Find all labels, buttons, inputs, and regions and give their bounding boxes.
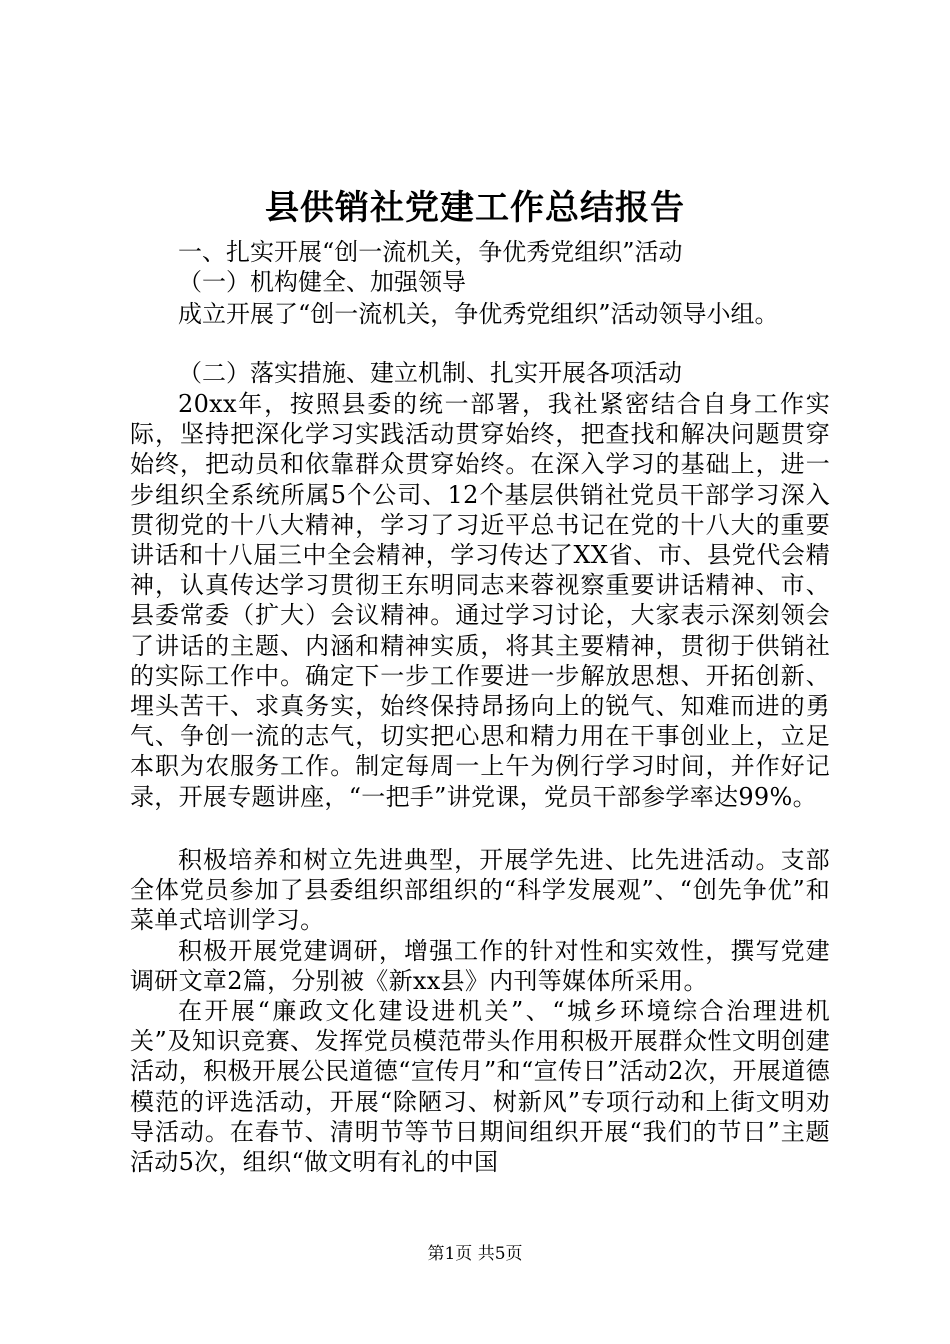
paragraph-1: 20xx年，按照县委的统一部署，我社紧密结合自身工作实际，坚持把深化学习实践活动贯穿始终，把查找和解决问题贯穿始终，把动员和依靠群众贯穿始终。在深入学习的基础上，进一步组织全系统所属5个公司、12个基层供销社党员干部学习深入贯彻党的十八大精神，学习了习近平总书记在党的十八大的重要讲话和十八届三中全会精神，学习传达了XX省、市、县党代会精神，认真传达学习贯彻王东明同志来蓉视察重要讲话精神、市、县委常委（扩大）会议精神。通过学习讨论，大家表示深刻领会了讲话的主题、内涵和精神实质，将其主要精神，贯彻于供销社的实际工作中。确定下一步工作要进一步解放思想、开拓创新、埋头苦干、求真务实，始终保持昂扬向上的锐气、知难而进的勇气、争创一流的志气，切实把心思和精力用在干事创业上，立足本职为农服务工作。制定每周一上午为例行学习时间，并作好记录，开展专题讲座，“一把手”讲党课，党员干部参学率达99%。 [130, 390, 830, 811]
section-heading-1: 一、扎实开展“创一流机关，争优秀党组织”活动 [178, 238, 683, 266]
page-number: 第1页 共5页 [427, 1244, 523, 1264]
document-title: 县供销社党建工作总结报告 [265, 188, 685, 228]
subsection-heading-1: （一）机构健全、加强领导 [178, 268, 466, 296]
subsection-1-text: 成立开展了“创一流机关，争优秀党组织”活动领导小组。 [178, 300, 779, 328]
paragraph-3: 积极开展党建调研，增强工作的针对性和实效性，撰写党建调研文章2篇，分别被《新xx县》内刊等媒体所采用。 [130, 937, 830, 996]
subsection-heading-2: （二）落实措施、建立机制、扎实开展各项活动 [178, 359, 682, 387]
paragraph-2: 积极培养和树立先进典型，开展学先进、比先进活动。支部全体党员参加了县委组织部组织的“科学发展观”、“创先争优”和菜单式培训学习。 [130, 846, 830, 935]
paragraph-4: 在开展“廉政文化建设进机关”、“城乡环境综合治理进机关”及知识竞赛、发挥党员模范带头作用积极开展群众性文明创建活动，积极开展公民道德“宣传月”和“宣传日”活动2次，开展道德模范的评选活动，开展“除陋习、树新风”专项行动和上街文明劝导活动。在春节、清明节等节日期间组织开展“我们的节日”主题活动5次，组织“做文明有礼的中国 [130, 997, 830, 1177]
